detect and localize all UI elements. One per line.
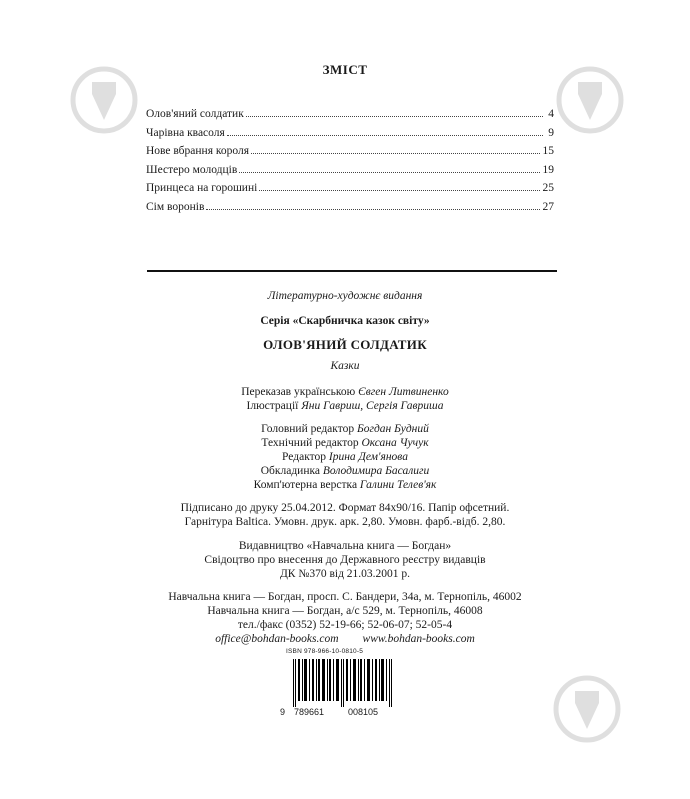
credit-editor-prefix: Редактор bbox=[282, 451, 329, 463]
toc-entry[interactable] bbox=[146, 145, 554, 164]
toc-entry-page: 19 bbox=[542, 163, 554, 176]
publisher-line1: Видавництво «Навчальна книга — Богдан» bbox=[238, 540, 452, 552]
barcode-digit-group: 9 bbox=[280, 707, 286, 717]
barcode-digit-group: 008105 bbox=[348, 707, 379, 717]
toc-entry-label: Олов'яний солдатик bbox=[146, 108, 244, 120]
toc-entry[interactable] bbox=[146, 127, 554, 146]
credit-illustrations-names: Яни Гавриш, Сергія Гавриша bbox=[301, 400, 444, 412]
book-title: ОЛОВ'ЯНИЙ СОЛДАТИК bbox=[263, 337, 427, 352]
toc-entry[interactable] bbox=[146, 201, 554, 220]
toc-leader-dots bbox=[239, 171, 539, 173]
isbn-label: ISBN 978-966-10-0810-5 bbox=[286, 648, 364, 655]
toc-entry-label: Сім воронів bbox=[146, 200, 205, 213]
toc-entry-page: 9 bbox=[548, 126, 554, 139]
toc-entry[interactable] bbox=[146, 182, 554, 201]
publisher-line2: Свідоцтво про внесення до Державного реєстру видавців bbox=[204, 554, 486, 566]
credit-tech-editor-prefix: Технічний редактор bbox=[261, 437, 362, 449]
credit-tech-editor bbox=[0, 436, 690, 451]
credit-layout-prefix: Комп'ютерна верстка bbox=[253, 479, 360, 491]
toc-entry-page: 27 bbox=[542, 200, 554, 213]
credit-chief-editor bbox=[0, 422, 690, 437]
toc-entry-label: Принцеса на горошині bbox=[146, 182, 258, 195]
series-title: Серія «Скарбничка казок світу» bbox=[260, 315, 430, 327]
publisher-line3: ДК №370 від 21.03.2001 р. bbox=[279, 568, 411, 580]
toc-leader-dots bbox=[227, 134, 543, 136]
section-divider bbox=[147, 270, 557, 272]
email-link[interactable]: office@bohdan-books.com bbox=[215, 633, 339, 645]
print-info-line2: Гарнітура Baltica. Умовн. друк. арк. 2,80. Умовн. фарб.-відб. 2,80. bbox=[184, 516, 506, 528]
credit-retold-prefix: Переказав українською bbox=[241, 386, 359, 398]
phone-line: тел./факс (0352) 52-19-66; 52-06-07; 52-05-4 bbox=[237, 619, 453, 631]
credit-tech-editor-name: Оксана Чучук bbox=[361, 437, 429, 449]
toc-leader-dots bbox=[259, 189, 539, 191]
address-line1: Навчальна книга — Богдан, просп. С. Бандери, 34а, м. Тернопіль, 46002 bbox=[168, 591, 522, 603]
credit-layout-name: Галини Телев'як bbox=[359, 479, 437, 491]
print-info-line1: Підписано до друку 25.04.2012. Формат 84х90/16. Папір офсетний. bbox=[180, 502, 510, 514]
toc-entry-label: Шестеро молодців bbox=[146, 163, 238, 176]
credit-retold-name: Євген Литвиненко bbox=[358, 386, 449, 398]
credit-editor bbox=[0, 450, 690, 465]
credit-cover-name: Володимира Басалиги bbox=[322, 465, 430, 477]
toc-leader-dots bbox=[251, 152, 540, 154]
toc-entry[interactable] bbox=[146, 108, 554, 127]
barcode-digit-group: 789661 bbox=[294, 707, 325, 717]
toc-leader-dots bbox=[246, 115, 543, 117]
credit-illustrations-prefix: Ілюстрації bbox=[246, 400, 302, 412]
credit-cover bbox=[0, 464, 690, 479]
credit-illustrations bbox=[0, 399, 690, 414]
website-link[interactable]: www.bohdan-books.com bbox=[362, 633, 475, 645]
isbn-barcode bbox=[280, 648, 410, 720]
toc-entry-page: 25 bbox=[542, 182, 554, 195]
toc-leader-dots bbox=[206, 208, 539, 210]
edition-type: Літературно-художнє видання bbox=[267, 290, 423, 302]
toc-title: ЗМІСТ bbox=[322, 62, 368, 77]
credit-layout bbox=[0, 478, 690, 493]
credit-editor-name: Ірина Дем'янова bbox=[328, 451, 408, 463]
toc-entry-page: 15 bbox=[542, 145, 554, 158]
toc-entry-page: 4 bbox=[548, 108, 554, 120]
book-genre: Казки bbox=[330, 360, 360, 372]
address-line2: Навчальна книга — Богдан, а/с 529, м. Тернопіль, 46008 bbox=[207, 605, 483, 617]
watermark-logo-icon bbox=[553, 675, 621, 743]
credit-retold bbox=[0, 385, 690, 400]
toc-entry[interactable] bbox=[146, 164, 554, 183]
credit-chief-editor-prefix: Головний редактор bbox=[261, 423, 357, 435]
barcode-bars bbox=[285, 659, 405, 707]
credit-chief-editor-name: Богдан Будний bbox=[356, 423, 429, 435]
credit-cover-prefix: Обкладинка bbox=[260, 465, 323, 477]
contact-line bbox=[0, 632, 690, 647]
toc-entry-label: Нове вбрання короля bbox=[146, 145, 249, 158]
table-of-contents bbox=[146, 108, 554, 220]
toc-entry-label: Чарівна квасоля bbox=[146, 126, 225, 139]
